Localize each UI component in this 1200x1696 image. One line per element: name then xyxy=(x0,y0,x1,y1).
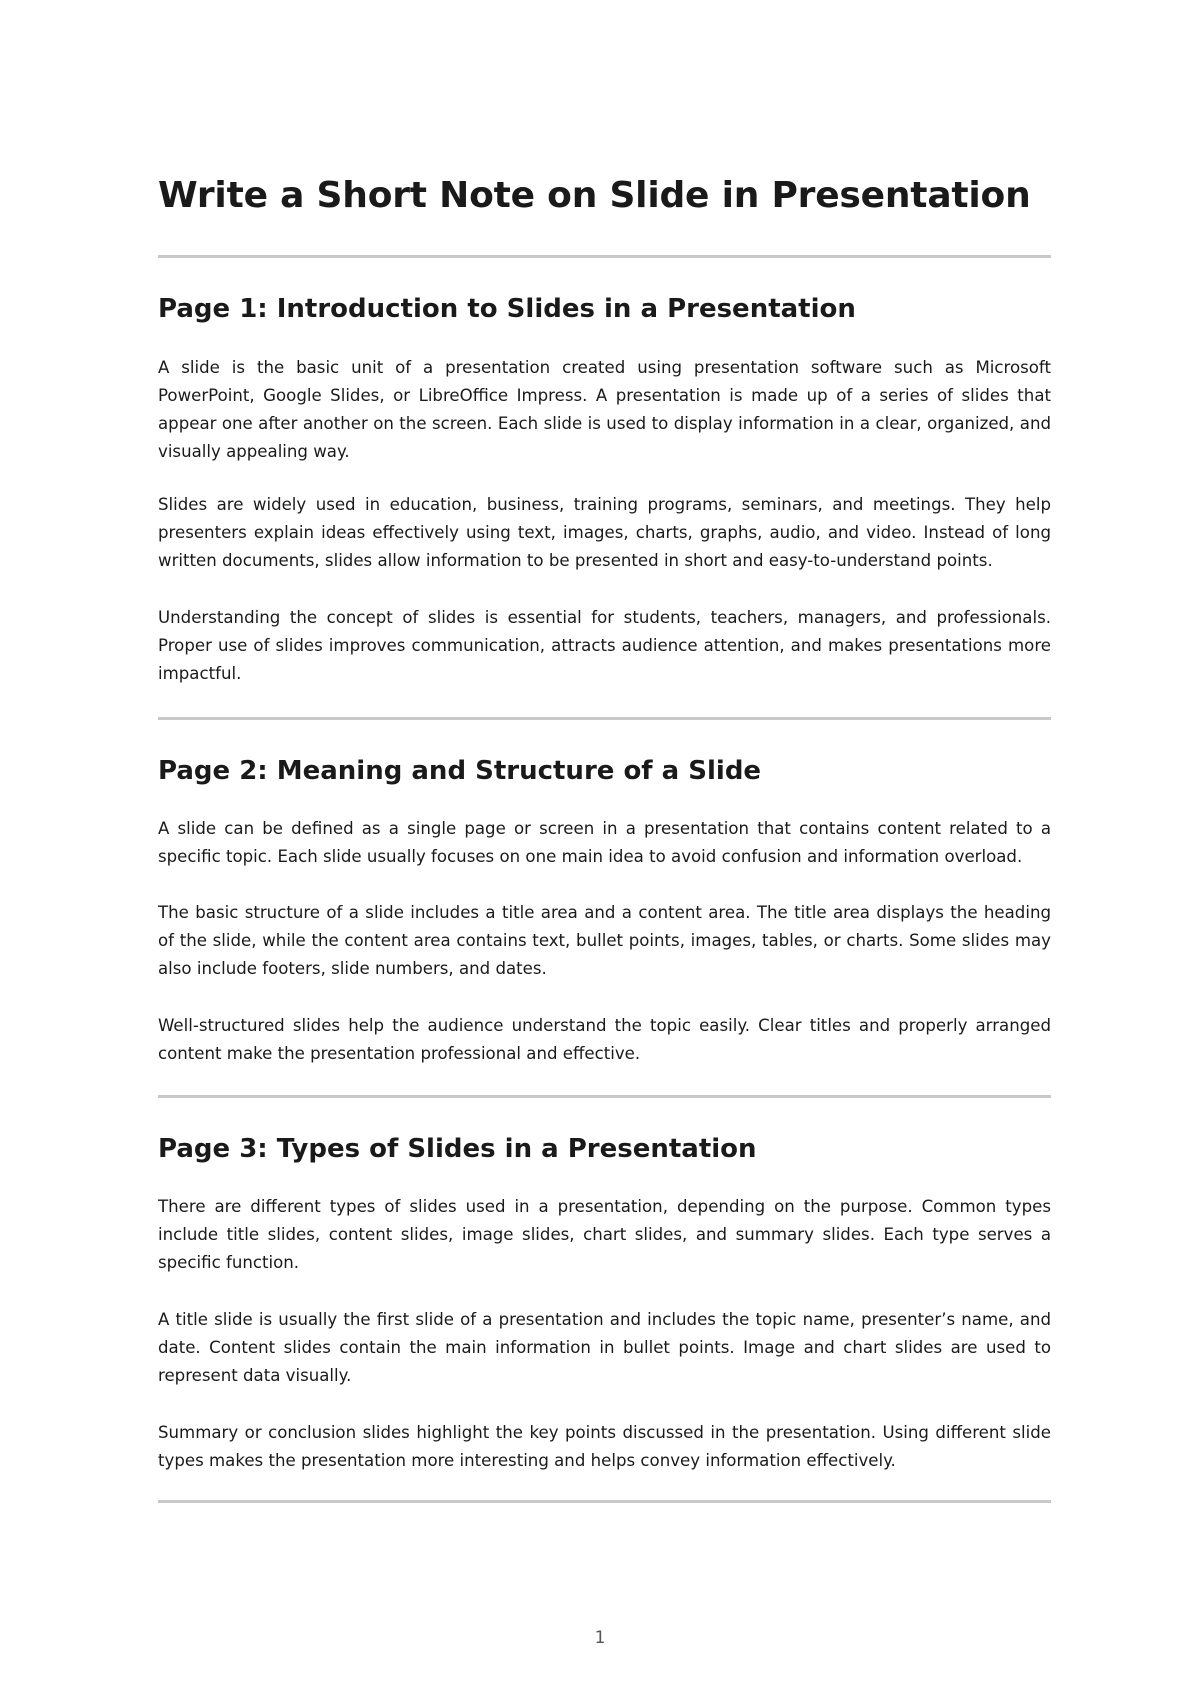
paragraph: There are different types of slides used in a presentation, depending on the purpose. Common types include title slides, content slides, image slides, chart slides, and summary slides. Each type serves a specific function. xyxy=(158,1197,1051,1272)
paragraph: Summary or conclusion slides highlight the key points discussed in the presentation. Using different slide types makes the presentation more interesting and helps convey information effectively. xyxy=(158,1423,1051,1470)
section-heading-page-2: Page 2: Meaning and Structure of a Slide xyxy=(158,756,762,786)
section-divider xyxy=(158,255,1051,258)
paragraph: A slide can be defined as a single page or screen in a presentation that contains content related to a specific topic. Each slide usually focuses on one main idea to avoid confusion and information overload. xyxy=(158,819,1051,866)
paragraph: The basic structure of a slide includes a title area and a content area. The title area displays the heading of the slide, while the content area contains text, bullet points, images, tables, or charts. Some slides may also include footers, slide numbers, and dates. xyxy=(158,903,1051,978)
section-heading-page-1: Page 1: Introduction to Slides in a Presentation xyxy=(158,294,856,324)
paragraph: Well-structured slides help the audience understand the topic easily. Clear titles and properly arranged content make the presentation professional and effective. xyxy=(158,1016,1051,1063)
document-title: Write a Short Note on Slide in Presentation xyxy=(158,175,1031,216)
paragraph: Understanding the concept of slides is essential for students, teachers, managers, and professionals. Proper use of slides improves communication, attracts audience attention, and makes presentations more impactful. xyxy=(158,608,1051,683)
paragraph: A slide is the basic unit of a presentation created using presentation software such as Microsoft PowerPoint, Google Slides, or LibreOffice Impress. A presentation is made up of a series of slides that appear one after another on the screen. Each slide is used to display information in a clear, organized, and visually appealing way. xyxy=(158,358,1051,461)
section-heading-page-3: Page 3: Types of Slides in a Presentation xyxy=(158,1134,757,1164)
section-divider xyxy=(158,717,1051,720)
page-number: 1 xyxy=(594,1628,606,1648)
paragraph: Slides are widely used in education, business, training programs, seminars, and meetings. They help presenters explain ideas effectively using text, images, charts, graphs, audio, and video. Instead of long written documents, slides allow information to be presented in short and easy-to-understand points. xyxy=(158,495,1051,570)
section-divider xyxy=(158,1500,1051,1503)
section-divider xyxy=(158,1095,1051,1098)
paragraph: A title slide is usually the first slide of a presentation and includes the topic name, presenter’s name, and date. Content slides contain the main information in bullet points. Image and chart slides are used to represent data visually. xyxy=(158,1310,1051,1385)
